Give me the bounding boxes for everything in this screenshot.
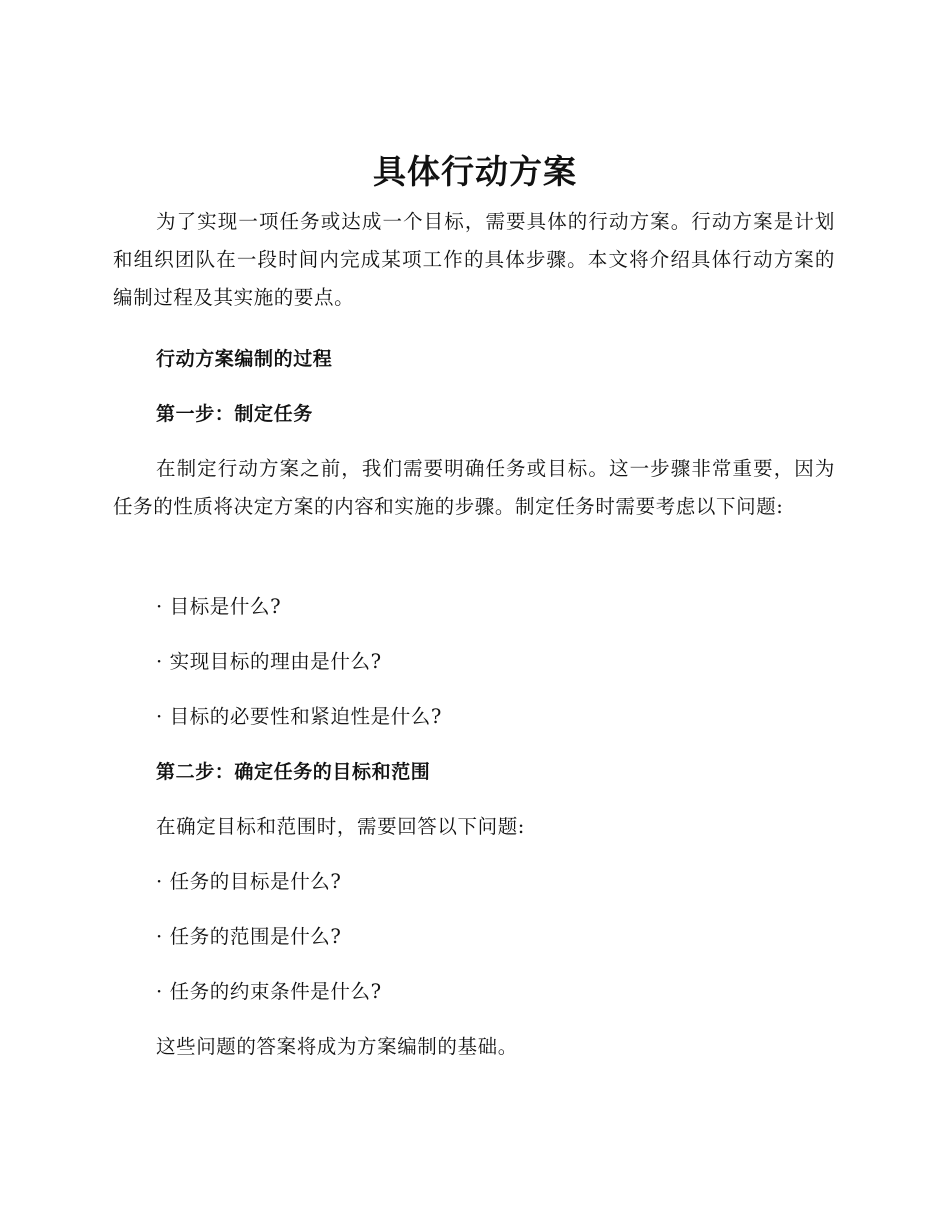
step1-heading: 第一步：制定任务 xyxy=(156,403,313,425)
step2-bullet-3: · 任务的约束条件是什么? xyxy=(156,980,382,1003)
step1-bullet-1: · 目标是什么? xyxy=(156,595,282,618)
step2-closing: 这些问题的答案将成为方案编制的基础。 xyxy=(156,1035,518,1058)
document-title: 具体行动方案 xyxy=(373,152,577,191)
step1-bullet-2: · 实现目标的理由是什么? xyxy=(156,650,382,673)
step2-bullet-2: · 任务的范围是什么? xyxy=(156,925,342,948)
step1-paragraph: 在制定行动方案之前，我们需要明确任务或目标。这一步骤非常重要，因为任务的性质将决定方案的内容和实施的步骤。制定任务时需要考虑以下问题: xyxy=(113,457,835,518)
step1-bullet-3: · 目标的必要性和紧迫性是什么? xyxy=(156,705,442,728)
step2-bullet-1: · 任务的目标是什么? xyxy=(156,870,342,893)
section-heading: 行动方案编制的过程 xyxy=(156,348,333,370)
step2-paragraph: 在确定目标和范围时，需要回答以下问题: xyxy=(156,815,525,838)
step2-heading: 第二步：确定任务的目标和范围 xyxy=(156,761,431,783)
intro-paragraph: 为了实现一项任务或达成一个目标，需要具体的行动方案。行动方案是计划和组织团队在一段时间内完成某项工作的具体步骤。本文将介绍具体行动方案的编制过程及其实施的要点。 xyxy=(113,210,835,309)
